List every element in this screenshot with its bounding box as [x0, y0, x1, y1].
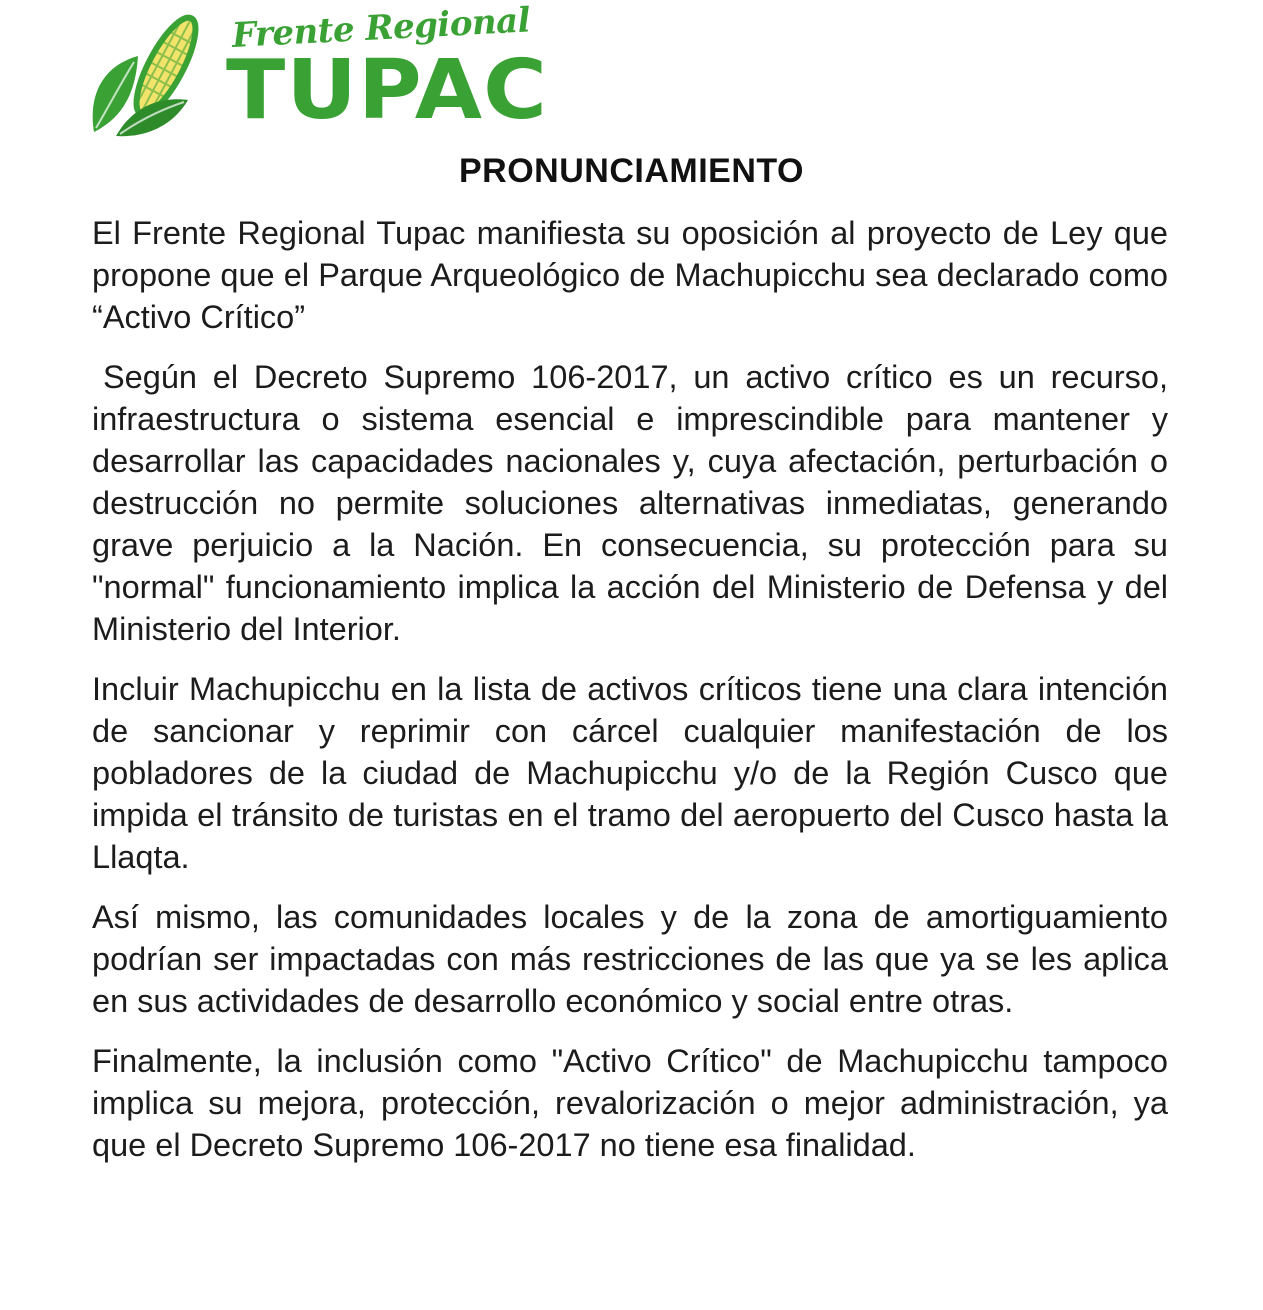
paragraph-5: Finalmente, la inclusión como "Activo Crítico" de Machupicchu tampoco implica su mejora, protección, revalorización o mejor administración, ya que el Decreto Supremo 106-2017 no tiene esa finalidad. — [92, 1043, 1168, 1163]
paragraph-2: Según el Decreto Supremo 106-2017, un activo crítico es un recurso, infraestructura o sistema esencial e imprescindible para mantener y desarrollar las capacidades nacionales y, cuya afectación, perturbación o destrucción no permite soluciones alternativas inmediatas, generando grave perjuicio a la Nación. En consecuencia, su protección para su "normal" funcionamiento implica la acción del Ministerio de Defensa y del Ministerio del Interior. — [92, 359, 1168, 647]
logo-wordmark: TUPAC — [226, 43, 548, 138]
paragraph-1: El Frente Regional Tupac manifiesta su oposición al proyecto de Ley que propone que el Parque Arqueológico de Machupicchu sea declarado como “Activo Crítico” — [92, 215, 1168, 335]
document-title: PRONUNCIAMIENTO — [459, 152, 804, 190]
logo-script-text: Frente Regional — [230, 0, 532, 56]
paragraph-3: Incluir Machupicchu en la lista de activos críticos tiene una clara intención de sancionar y reprimir con cárcel cualquier manifestación de los pobladores de la ciudad de Machupicchu y/o de la Región Cusco que impida el tránsito de turistas en el tramo del aeropuerto del Cusco hasta la Llaqta. — [92, 671, 1168, 875]
corn-leaf-icon — [88, 4, 218, 139]
paragraph-4: Así mismo, las comunidades locales y de la zona de amortiguamiento podrían ser impactadas con más restricciones de las que ya se les aplica en sus actividades de desarrollo económico y social entre otras. — [92, 899, 1168, 1019]
frente-regional-tupac-logo — [88, 0, 548, 139]
document-body — [92, 212, 1168, 1184]
